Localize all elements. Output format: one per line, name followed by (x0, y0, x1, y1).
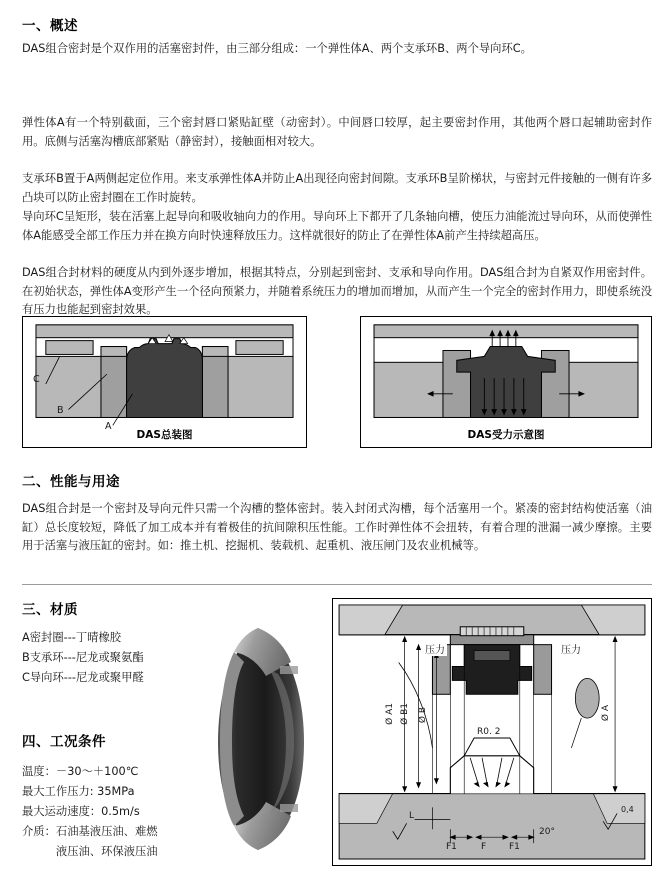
dimension-f1-right: F1 (509, 842, 520, 852)
section-divider (22, 584, 652, 585)
overview-paragraph-5: DAS组合封材料的硬度从内到外逐步增加，根据其特点，分别起到密封、支承和导向作用。DAS组合封为自紧双作用密封件。在初始状态，弹性体A变形产生一个径向预紧力，并随着系统压力的增加而增加，从而产生一个完全的密封作用力，即使系统没有压力也能起到密封效果。 (22, 266, 652, 316)
figure-label-c: C (33, 374, 40, 385)
section-heading-overview: 一、概述 (22, 18, 78, 34)
seal-ring-photo (196, 618, 316, 858)
material-line-c: C导向环---尼龙或聚甲醛 (22, 671, 144, 684)
overview-paragraph-2: 弹性体A有一个特别截面，三个密封唇口紧贴缸壁（动密封）。中间唇口较厚，起主要密封作用，其他两个唇口起辅助密封作用。底侧与活塞沟槽底部紧贴（静密封），接触面相对较大。 (22, 116, 652, 148)
section-heading-conditions: 四、工况条件 (22, 734, 106, 750)
seal-ring-photo-drawing (196, 618, 316, 858)
material-list (22, 628, 144, 688)
dimension-f: F (481, 842, 487, 852)
label-roughness: 0,4 (621, 805, 634, 814)
overview-paragraph-3: 支承环B置于A两侧起定位作用。来支承弹性体A并防止A出现径向密封间隙。支承环B呈阶梯状，与密封元件接触的一侧有许多凸块可以防止密封圈在工作时旋转。 (22, 172, 652, 204)
material-line-b: B支承环---尼龙或聚氨酯 (22, 651, 144, 664)
section-heading-material: 三、材质 (22, 602, 78, 618)
figure-label-b: B (57, 405, 64, 416)
dimension-b: Ø B (418, 707, 428, 724)
condition-media-2: 液压油、环保液压油 (22, 845, 158, 858)
label-radius: R0. 2 (477, 727, 501, 737)
condition-media-1: 介质：石油基液压油、难燃 (22, 825, 158, 838)
conditions-list (22, 762, 158, 862)
section-heading-performance: 二、性能与用途 (22, 474, 120, 490)
label-pressure-left: 压力 (423, 641, 447, 656)
performance-paragraph-1: DAS组合封是一个密封及导向元件只需一个沟槽的整体密封。装入封闭式沟槽，每个活塞用一个。紧凑的密封结构使活塞（油缸）总长度较短，降低了加工成本并有着极佳的抗间隙积压性能。工作时弹性体不会扭转，有着合理的泄漏一减少摩擦。主要用于活塞与液压缸的密封。如：推土机、挖掘机、装载机、起重机、液压闸门及农业机械等。 (22, 502, 652, 552)
condition-max-speed: 最大运动速度：0.5m/s (22, 805, 140, 818)
dimension-a1: Ø A1 (385, 703, 395, 725)
figure-das-assembly (22, 316, 307, 448)
figure-das-force-diagram (360, 316, 652, 448)
condition-max-pressure: 最大工作压力: 35MPa (22, 785, 135, 798)
condition-temperature: 温度：－30～＋100℃ (22, 765, 139, 778)
dimension-a: Ø A (601, 705, 611, 722)
figure-installation-drawing (332, 598, 652, 866)
figure-caption-force: DAS受力示意图 (467, 429, 545, 441)
dimension-f1-left: F1 (446, 842, 457, 852)
figure-label-a: A (105, 421, 112, 432)
material-line-a: A密封圈---丁晴橡胶 (22, 631, 122, 644)
label-pressure-right: 压力 (559, 641, 583, 656)
label-angle: 20° (539, 827, 555, 837)
dimension-l: L (409, 811, 415, 821)
dimension-b1: Ø B1 (400, 703, 410, 725)
overview-paragraph-4: 导向环C呈矩形，装在活塞上起导向和吸收轴向力的作用。导向环上下都开了几条轴向槽，使压力油能流过导向环，从而使弹性体A能感受全部工作压力并在换方向时快速释放压力。这样就很好的防止了在弹性体A前产生持续超高压。 (22, 210, 652, 242)
figure-caption-assembly: DAS总装图 (136, 429, 193, 441)
overview-paragraph-1: DAS组合密封是个双作用的活塞密封件，由三部分组成：一个弹性体A、两个支承环B、两个导向环C。 (22, 42, 532, 55)
